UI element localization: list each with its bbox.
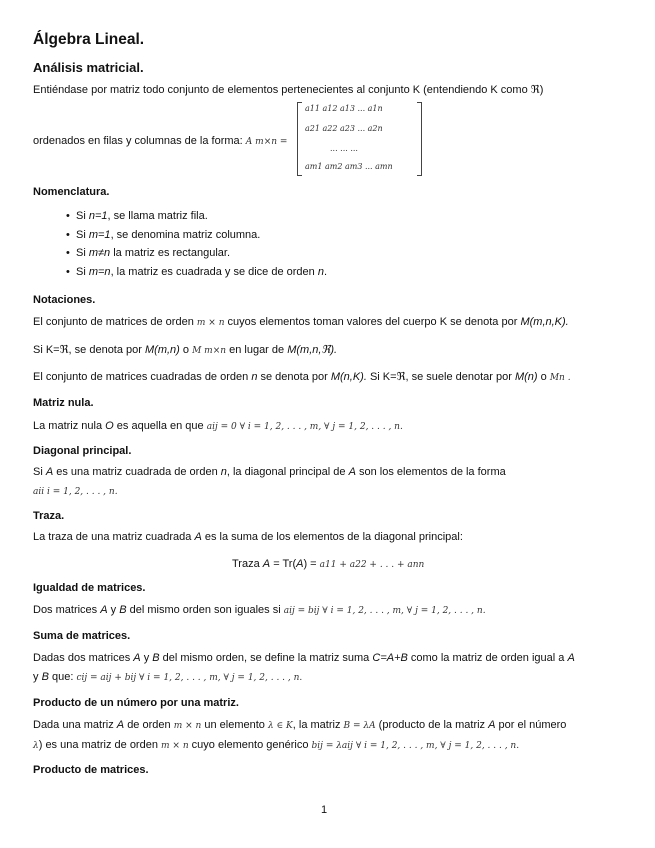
section-heading-igualdad: Igualdad de matrices. — [33, 582, 146, 594]
matrix-definition-line: ordenados en filas y columnas de la forma: A m×n = — [33, 135, 288, 147]
matrix-lhs: A m×n = — [245, 137, 288, 147]
traza-formula: Traza A = Tr(A) = a11 + a22 + . . . + ann — [232, 558, 425, 570]
matrix-left-bracket — [297, 102, 302, 176]
suma-text-line-2: y B que: cij = aij + bij ∀ i = 1, 2, . . . , m, ∀ j = 1, 2, . . . , n. — [33, 671, 303, 683]
matrix-row: a11 a12 a13 ... a1n — [305, 104, 383, 113]
page-title: Álgebra Lineal. — [33, 31, 145, 48]
matrix-row: ... ... ... — [330, 144, 358, 153]
page-subtitle: Análisis matricial. — [33, 60, 144, 75]
matriz-nula-text: La matriz nula O es aquella en que aij = 0 ∀ i = 1, 2, . . . , m, ∀ j = 1, 2, . . . , n. — [33, 420, 403, 432]
notaciones-line-2: Si K=ℜ, se denota por M(m,n) o M m×n en lugar de M(m,n,ℜ). — [33, 344, 338, 356]
producto-numero-line-2: λ) es una matriz de orden m × n cuyo elemento genérico bij = λaij ∀ i = 1, 2, . . . , m, ∀ j = 1, 2, . . . , n. — [33, 739, 520, 751]
list-item: • Si n=1, se llama matriz fila. — [66, 209, 327, 228]
diagonal-text: Si A es una matriz cuadrada de orden n, la diagonal principal de A son los elementos de la forma — [33, 466, 506, 478]
matrix-row: am1 am2 am3 ... amn — [305, 162, 393, 171]
section-heading-diagonal: Diagonal principal. — [33, 445, 132, 457]
producto-numero-line-1: Dada una matriz A de orden m × n un elemento λ ∈ K, la matriz B = λA (producto de la matriz A por el número — [33, 719, 567, 731]
nomenclatura-list — [66, 209, 327, 283]
list-item: • Si m≠n la matriz es rectangular. — [66, 246, 327, 265]
diagonal-math: aii i = 1, 2, . . . , n. — [33, 487, 118, 497]
list-item: • Si m=1, se denomina matriz columna. — [66, 228, 327, 247]
matrix-right-bracket — [417, 102, 422, 176]
section-heading-suma: Suma de matrices. — [33, 630, 131, 642]
igualdad-text: Dos matrices A y B del mismo orden son iguales si aij = bij ∀ i = 1, 2, . . . , m, ∀ j = 1, 2, . . . , n. — [33, 604, 486, 616]
suma-text-line-1: Dadas dos matrices A y B del mismo orden, se define la matriz suma C=A+B como la matriz de orden igual a A — [33, 652, 575, 664]
notaciones-line-1: El conjunto de matrices de orden m × n cuyos elementos toman valores del cuerpo K se denota por M(m,n,K). — [33, 316, 569, 328]
section-heading-traza: Traza. — [33, 510, 65, 522]
section-heading-notaciones: Notaciones. — [33, 294, 96, 306]
section-heading-matriz-nula: Matriz nula. — [33, 397, 94, 409]
traza-text: La traza de una matriz cuadrada A es la suma de los elementos de la diagonal principal: — [33, 531, 463, 543]
notaciones-line-3: El conjunto de matrices cuadradas de orden n se denota por M(n,K). Si K=ℜ, se suele denotar por M(n) o Mn . — [33, 371, 571, 383]
intro-paragraph: Entiéndase por matriz todo conjunto de elementos pertenecientes al conjunto K (entendiendo K como ℜ) — [33, 84, 544, 96]
section-heading-producto-matrices: Producto de matrices. — [33, 764, 149, 776]
section-heading-producto-numero: Producto de un número por una matriz. — [33, 697, 239, 709]
section-heading-nomenclatura: Nomenclatura. — [33, 186, 110, 198]
page-number: 1 — [321, 804, 328, 816]
list-item: • Si m=n, la matriz es cuadrada y se dice de orden n. — [66, 265, 327, 284]
matrix-row: a21 a22 a23 ... a2n — [305, 124, 383, 133]
